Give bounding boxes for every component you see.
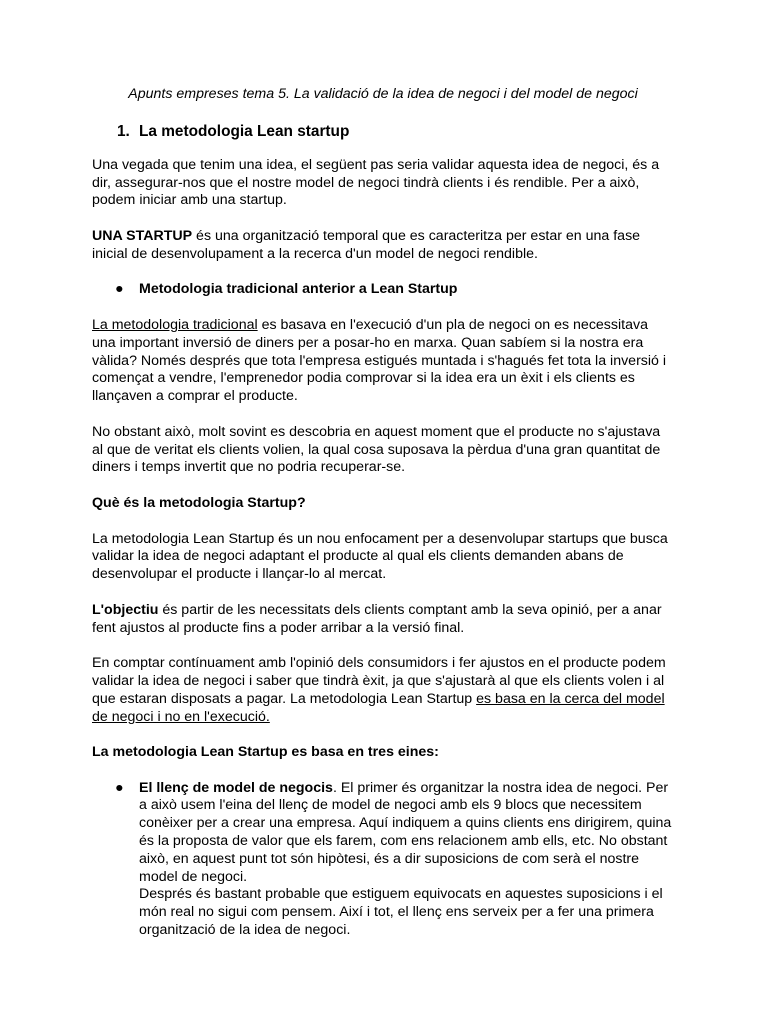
- bullet-traditional-text: Metodologia tradicional anterior a Lean Startup: [139, 281, 458, 298]
- canvas-text: . El primer és organitzar la nostra idea de negoci. Per a això usem l'eina del llenç de model de negoci amb els 9 blocs que necessitem conèixer per a crear una empresa. Aquí indiquem a quins clients ens dirigirem, quina és la proposta de valor que els farem, com ens relacionem amb ells, etc. No obstant això, en aquest punt tot són hipòtesi, és a dir suposicions de com serà el nostre model de negoci.: [139, 779, 672, 885]
- bullet-business-model-canvas: [92, 780, 672, 940]
- section-number: 1.: [117, 122, 130, 140]
- objective-term: L'objectiu: [92, 601, 159, 618]
- paragraph-intro: Una vegada que tenim una idea, el següent pas seria validar aquesta idea de negoci, és a dir, assegurar-nos que el nostre model de negoci tindrà clients i és rendible. Per a això, podem iniciar amb una startup.: [92, 156, 660, 209]
- paragraph-lean-definition: La metodologia Lean Startup és un nou enfocament per a desenvolupar startups que busca validar la idea de negoci adaptant el producte al qual els clients demanden abans de desenvolupar el producte i llançar-lo al mercat.: [92, 530, 668, 583]
- startup-definition-text: és una organització temporal que es caracteritza per estar en una fase inicial de desenvolupament a la recerca d'un model de negoci rendible.: [92, 227, 641, 262]
- feedback-text: En comptar contínuament amb l'opinió dels consumidors i fer ajustos en el producte podem validar la idea de negoci i saber que tindrà èxit, ja que s'ajustarà al que els clients volen i al que estaran disposats a pagar. La metodologia Lean Startup: [92, 655, 666, 707]
- paragraph-traditional: [92, 317, 672, 406]
- heading-what-text: Què és la metodologia Startup?: [92, 494, 306, 511]
- canvas-continuation: Després és bastant probable que estiguem equivocats en aquestes suposicions i el món real no sigui com pensem. Així i tot, el llenç ens serveix per a fer una primera organització de la idea de negoci.: [139, 886, 663, 939]
- paragraph-startup-definition: [92, 228, 672, 264]
- heading-three-tools: [92, 744, 672, 762]
- bullet-dot-icon: ●: [115, 779, 124, 796]
- heading-tools-text: La metodologia Lean Startup es basa en tres eines:: [92, 744, 439, 761]
- paragraph-continuous-feedback: [92, 655, 672, 726]
- objective-text: és partir de les necessitats dels clients comptant amb la seva opinió, per a anar fent ajustos al producte fins a poder arribar a la versió final.: [92, 601, 662, 636]
- traditional-text: es basava en l'execució d'un pla de negoci on es necessitava una important inversió de diners per a posar-ho en marxa. Quan sabíem si la nostra era vàlida? Només després que tota l'empresa estigués muntada i s'hagués fet tota la inversió i començat a vendre, l'emprenedor podia comprovar si la idea era un èxit i els clients es llançaven a comprar el producte.: [92, 316, 667, 405]
- startup-term: UNA STARTUP: [92, 227, 193, 244]
- bullet-traditional-methodology: [92, 281, 672, 299]
- paragraph-however: No obstant això, molt sovint es descobria en aquest moment que el producte no s'ajustava al que de veritat els clients volien, la qual cosa suposava la pèrdua d'una gran quantitat de diners i temps invertit que no podria recuperar-se.: [92, 423, 661, 476]
- bullet-dot-icon: ●: [115, 281, 124, 298]
- traditional-term: La metodologia tradicional: [92, 316, 258, 333]
- heading-what-is-startup: [92, 495, 672, 513]
- section-title: La metodologia Lean startup: [139, 122, 350, 140]
- document-title: Apunts empreses tema 5. La validació de la idea de negoci i del model de negoci: [128, 86, 638, 102]
- paragraph-objective: [92, 602, 672, 638]
- document-page: [92, 86, 672, 940]
- section-heading-lean-startup: [92, 122, 672, 142]
- feedback-underlined: es basa en la cerca del model de negoci i no en l'execució.: [92, 690, 665, 725]
- canvas-paragraph: [139, 780, 672, 887]
- canvas-term: El llenç de model de negocis: [139, 779, 333, 796]
